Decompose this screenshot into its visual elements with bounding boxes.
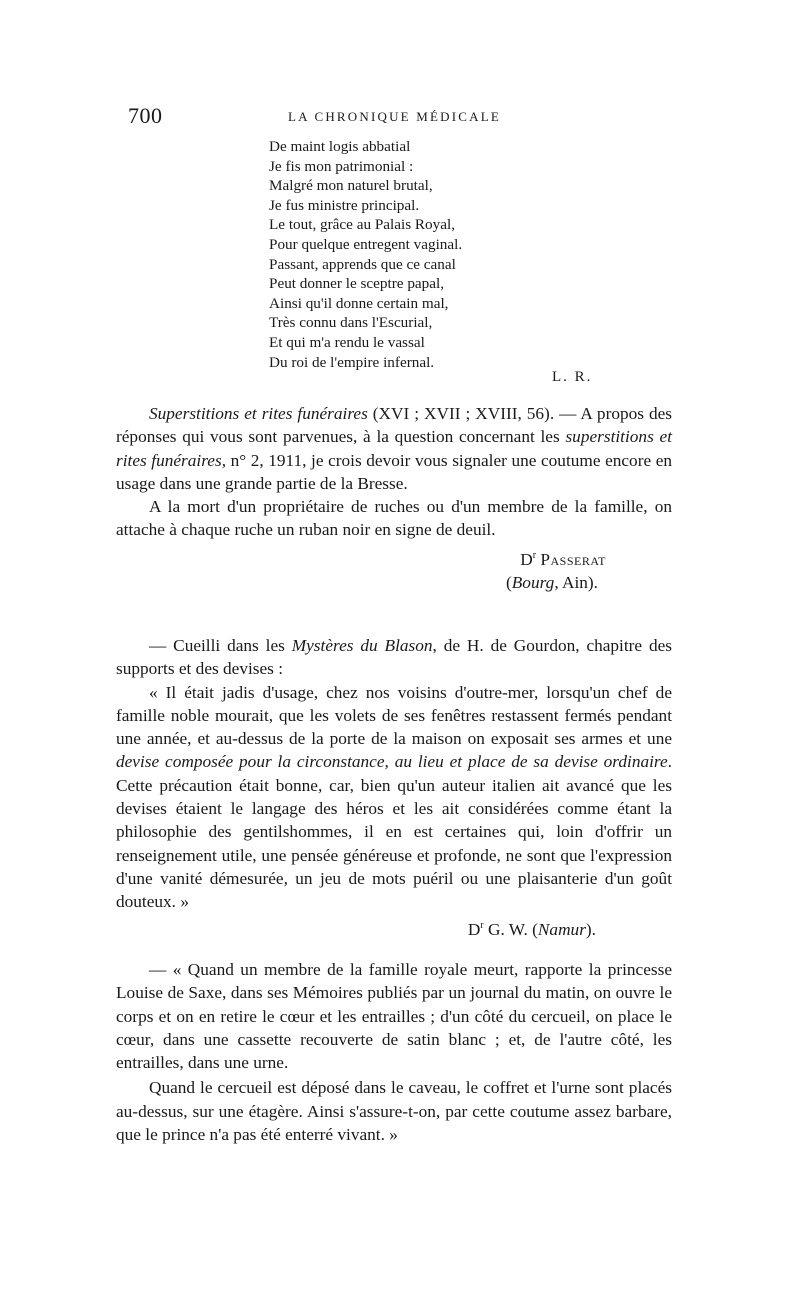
section-blason-intro: — Cueilli dans les Mystères du Blason, de H. de Gourdon, chapitre des supports et des devises : [116,636,673,679]
poem-line: Le tout, grâce au Palais Royal, [269,216,455,234]
poem-line: Je fis mon patrimonial : [269,157,414,175]
poem-line: De maint logis abbatial [269,138,411,155]
page-number: 700 [128,103,163,128]
section-royal-para-1: — « Quand un membre de la famille royale meurt, rapporte la princesse Louise de Saxe, dans ses Mémoires publiés par un journal du matin, on ouvre le corps et on en retire le cœur et les entrailles ; d'un côté du cercueil, on place le cœur, dans une cassette recouverte de satin blanc ; et, de l'autre côté, les entrailles, dans une urne. [116,960,672,1073]
section-superstitions-para-2: A la mort d'un propriétaire de ruches ou d'un membre de la famille, on attache à chaque ruche un ruban noir en signe de deuil. [116,497,672,540]
section-title: Superstitions et rites funéraires [149,404,368,423]
section-funerailles-royales [116,958,672,1146]
epitaph-poem [269,137,462,372]
section-superstitions-para-1: Superstitions et rites funéraires (XVI ; XVII ; XVIII, 56). — A propos des réponses qui vous sont parvenues, à la question concernant les superstitions et rites funéraires, n° 2, 1911, je crois devoir vous signaler une coutume encore en usage dans une grande partie de la Bresse. [116,404,672,493]
section-blason-quote: « Il était jadis d'usage, chez nos voisins d'outre-mer, lorsqu'un chef de famille noble mourait, que les volets de ses fenêtres restassent fermés pendant une année, et au-dessus de la porte de la maison on exposait ses armes et une devise composée pour la circonstance, au lieu et place de sa devise ordinaire. Cette précaution était bonne, car, bien qu'un auteur italien ait avancé que les devises étaient le langage des héros et les ait considérées comme étant la philosophie des gentilshommes, il en est certaines qui, loin d'offrir un renseignement utile, une pensée généreuse et profonde, ne sont que l'expression d'une vanité démesurée, un jeu de mots puéril ou une plaisanterie d'un goût douteux. » [116,682,672,912]
running-title: LA CHRONIQUE MÉDICALE [288,109,502,124]
page-header [128,104,676,128]
signature-gw-namur: $D^r$ G. W. (Namur). [467,919,596,939]
poem-line: Je fus ministre principal. [269,196,420,214]
section-royal-para-2: Quand le cercueil est déposé dans le caveau, le coffret et l'urne sont placés au-dessus, sur une étagère. Ainsi s'assure-t-on, par cette coutume assez barbare, que le prince n'a pas été enterré vivant. » [116,1078,672,1145]
poem-line: Du roi de l'empire infernal. [269,353,435,371]
poem-line: Et qui m'a rendu le vassal [269,333,425,351]
poem-line: Pour quelque entregent vaginal. [269,235,463,253]
poem-line: Peut donner le sceptre papal, [269,275,445,293]
section-superstitions [116,402,672,594]
section-blason [116,634,672,941]
poem-line: Très connu dans l'Escurial, [269,314,433,332]
poem-line: Malgré mon naturel brutal, [269,177,433,195]
signature-place-bourg: (Bourg, Ain). [505,572,598,592]
poem-signature: L. R. [552,369,593,385]
poem-line: Passant, apprends que ce canal [269,255,456,273]
poem-line: Ainsi qu'il donne certain mal, [269,294,449,312]
signature-passerat: $D^r$ Passerat [520,549,606,569]
